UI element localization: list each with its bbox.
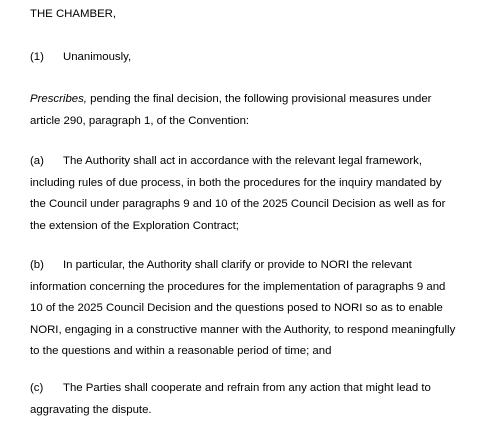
item-1-text: Unanimously, (63, 51, 132, 63)
prescribes-line-1-rest: pending the final decision, the following provisional measures under (86, 93, 432, 105)
measure-b-line-1-text: In particular, the Authority shall clarify or provide to NORI the relevant (63, 259, 412, 271)
measure-c-line-1-text: The Parties shall cooperate and refrain from any action that might lead to (63, 382, 431, 394)
measure-a-number: (a) (30, 155, 44, 167)
prescribes-line-1 (30, 89, 431, 111)
measure-c-line-1 (30, 378, 431, 400)
measure-b-line-4: NORI, engaging in a constructive manner with the Authority, to respond meaningfully (30, 323, 456, 336)
measure-c (30, 378, 431, 421)
measure-b-line-3: 10 of the 2025 Council Decision and the questions posed to NORI so as to enable (30, 302, 443, 314)
measure-b-number: (b) (30, 259, 44, 271)
item-1-number: (1) (30, 51, 44, 63)
measure-b (30, 255, 455, 363)
measure-a-line-4: the extension of the Exploration Contract; (30, 219, 239, 232)
measure-a (30, 151, 445, 237)
measure-a-line-2: including rules of due process, in both the procedures for the inquiry mandated by (30, 176, 442, 189)
measure-c-line-2: aggravating the dispute. (30, 403, 152, 416)
measure-a-line-1 (30, 151, 445, 173)
item-1 (30, 47, 131, 69)
measure-c-number: (c) (30, 382, 44, 394)
measure-b-line-1 (30, 255, 455, 277)
measure-a-line-3: the Council under paragraphs 9 and 10 of the 2025 Council Decision as well as for (30, 198, 446, 210)
measure-b-line-5: to the questions and within a reasonable period of time; and (30, 345, 332, 357)
prescribes-lead: Prescribes, (30, 93, 87, 105)
chamber-heading-text: THE CHAMBER, (30, 8, 117, 20)
prescribes-paragraph (30, 89, 431, 132)
item-1-line (30, 47, 131, 69)
measure-a-line-1-text: The Authority shall act in accordance with the relevant legal framework, (63, 155, 422, 167)
measure-b-line-2: information concerning the procedures for the implementation of paragraphs 9 and (30, 280, 446, 293)
chamber-heading (30, 4, 116, 26)
prescribes-line-2: article 290, paragraph 1, of the Convention: (30, 114, 250, 127)
